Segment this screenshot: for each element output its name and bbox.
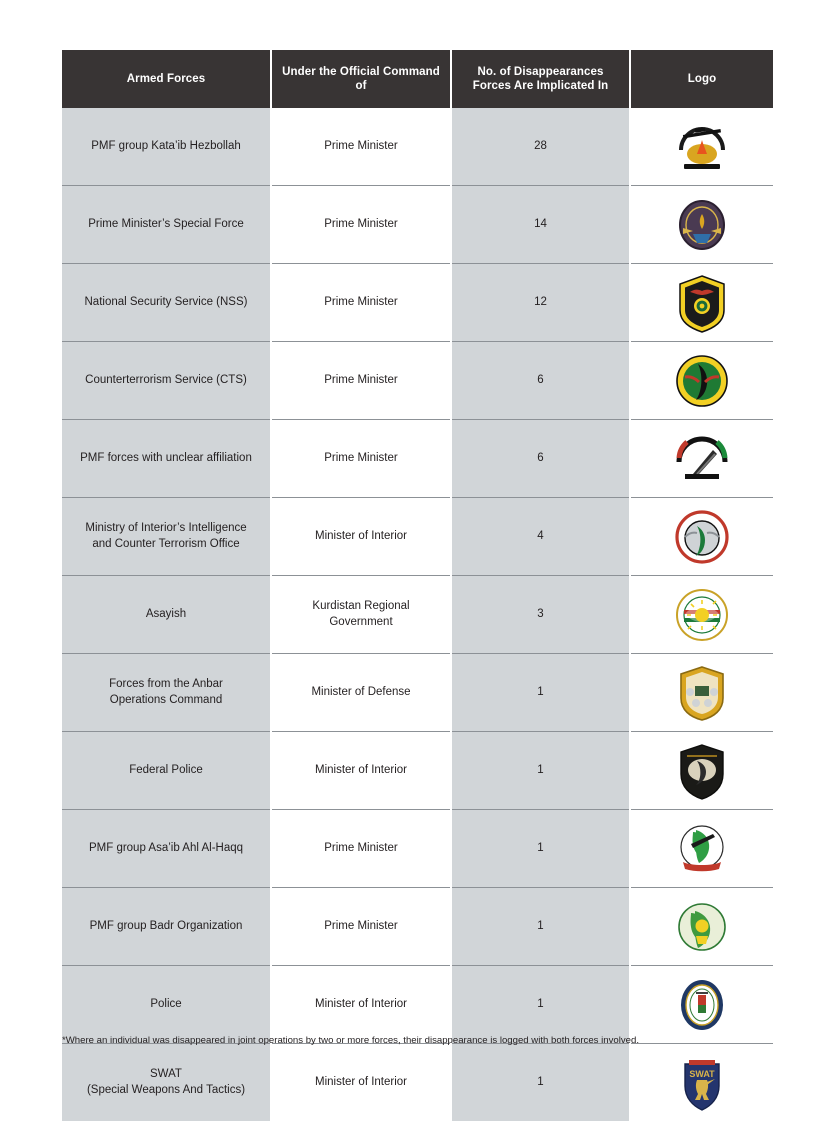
- cell-armed-force: [62, 810, 271, 888]
- cell-logo: [630, 810, 773, 888]
- armed-force-line2: (Special Weapons And Tactics): [69, 1083, 263, 1099]
- command-line1: Prime Minister: [279, 217, 443, 233]
- cell-armed-force: [62, 654, 271, 732]
- armed-force-line1: Ministry of Interior’s Intelligence: [69, 521, 263, 537]
- table-body: [62, 108, 773, 1121]
- cell-armed-force: [62, 420, 271, 498]
- command-line1: Prime Minister: [279, 139, 443, 155]
- cell-command: [271, 342, 451, 420]
- cell-disappearance-count: 1: [451, 810, 630, 888]
- cell-disappearance-count: 1: [451, 732, 630, 810]
- table-row: [62, 264, 773, 342]
- national-security-service-logo: [633, 270, 771, 336]
- command-line1: Minister of Interior: [279, 997, 443, 1013]
- cell-disappearance-count: 1: [451, 966, 630, 1044]
- cell-command: [271, 966, 451, 1044]
- table-row: [62, 498, 773, 576]
- header-row: [62, 50, 773, 108]
- armed-force-line1: PMF group Asa’ib Ahl Al-Haqq: [69, 841, 263, 857]
- cell-disappearance-count: 1: [451, 1044, 630, 1121]
- armed-forces-table-container: [62, 50, 773, 1121]
- table-row: [62, 186, 773, 264]
- armed-forces-table: [62, 50, 773, 1121]
- table-row: [62, 342, 773, 420]
- cell-command: [271, 654, 451, 732]
- counterterrorism-service-logo: [633, 348, 771, 414]
- anbar-operations-command-logo: [633, 660, 771, 726]
- command-line1: Prime Minister: [279, 841, 443, 857]
- cell-command: [271, 498, 451, 576]
- table-row: [62, 732, 773, 810]
- cell-armed-force: [62, 264, 271, 342]
- armed-force-line1: Asayish: [69, 607, 263, 623]
- cell-logo: [630, 342, 773, 420]
- column-header-command: Under the Official Command of: [271, 50, 451, 108]
- cell-disappearance-count: 4: [451, 498, 630, 576]
- cell-logo: [630, 264, 773, 342]
- armed-force-line1: Forces from the Anbar: [69, 677, 263, 693]
- prime-ministers-special-force-logo: [633, 192, 771, 258]
- table-row: [62, 1044, 773, 1121]
- armed-force-line1: Federal Police: [69, 763, 263, 779]
- command-line1: Prime Minister: [279, 919, 443, 935]
- table-row: [62, 576, 773, 654]
- command-line2: Government: [279, 615, 443, 631]
- cell-command: [271, 1044, 451, 1121]
- armed-force-line1: Police: [69, 997, 263, 1013]
- cell-armed-force: [62, 576, 271, 654]
- column-header-count-line2: Forces Are Implicated In: [460, 79, 621, 93]
- column-header-count: [451, 50, 630, 108]
- cell-disappearance-count: 3: [451, 576, 630, 654]
- iraqi-police-logo: [633, 972, 771, 1038]
- command-line1: Prime Minister: [279, 295, 443, 311]
- cell-command: [271, 888, 451, 966]
- column-header-armed-forces: Armed Forces: [62, 50, 271, 108]
- table-row: [62, 654, 773, 732]
- cell-disappearance-count: 1: [451, 888, 630, 966]
- badr-organization-logo: [633, 894, 771, 960]
- cell-command: [271, 264, 451, 342]
- cell-armed-force: [62, 108, 271, 186]
- table-row: [62, 420, 773, 498]
- cell-logo: [630, 498, 773, 576]
- popular-mobilization-forces-logo: [633, 426, 771, 492]
- cell-logo: [630, 576, 773, 654]
- armed-force-line1: Counterterrorism Service (CTS): [69, 373, 263, 389]
- swat-logo: [633, 1050, 771, 1116]
- cell-armed-force: [62, 732, 271, 810]
- cell-logo: [630, 888, 773, 966]
- federal-police-logo: [633, 738, 771, 804]
- cell-logo: [630, 966, 773, 1044]
- armed-force-line1: PMF group Kata’ib Hezbollah: [69, 139, 263, 155]
- cell-logo: [630, 108, 773, 186]
- cell-logo: [630, 1044, 773, 1121]
- armed-force-line1: PMF forces with unclear affiliation: [69, 451, 263, 467]
- cell-command: [271, 732, 451, 810]
- command-line1: Kurdistan Regional: [279, 599, 443, 615]
- command-line1: Minister of Interior: [279, 529, 443, 545]
- command-line1: Prime Minister: [279, 373, 443, 389]
- cell-disappearance-count: 12: [451, 264, 630, 342]
- cell-logo: [630, 654, 773, 732]
- cell-command: [271, 810, 451, 888]
- svg-text:SWAT: SWAT: [689, 1069, 715, 1079]
- armed-force-line1: Prime Minister’s Special Force: [69, 217, 263, 233]
- ministry-of-interior-intelligence-logo: [633, 504, 771, 570]
- cell-disappearance-count: 28: [451, 108, 630, 186]
- cell-command: [271, 576, 451, 654]
- cell-armed-force: [62, 888, 271, 966]
- asaib-ahl-al-haqq-logo: [633, 816, 771, 882]
- asayish-logo: [633, 582, 771, 648]
- cell-armed-force: [62, 1044, 271, 1121]
- cell-command: [271, 108, 451, 186]
- cell-armed-force: [62, 498, 271, 576]
- cell-disappearance-count: 6: [451, 420, 630, 498]
- kataib-hezbollah-logo: [633, 114, 771, 180]
- cell-disappearance-count: 6: [451, 342, 630, 420]
- column-header-count-line1: No. of Disappearances: [460, 65, 621, 79]
- cell-command: [271, 186, 451, 264]
- table-row: [62, 888, 773, 966]
- cell-logo: [630, 420, 773, 498]
- cell-armed-force: [62, 186, 271, 264]
- armed-force-line1: National Security Service (NSS): [69, 295, 263, 311]
- cell-command: [271, 420, 451, 498]
- armed-force-line1: PMF group Badr Organization: [69, 919, 263, 935]
- cell-logo: [630, 186, 773, 264]
- command-line1: Minister of Interior: [279, 763, 443, 779]
- command-line1: Prime Minister: [279, 451, 443, 467]
- cell-armed-force: [62, 966, 271, 1044]
- armed-force-line2: Operations Command: [69, 693, 263, 709]
- column-header-logo: Logo: [630, 50, 773, 108]
- command-line1: Minister of Defense: [279, 685, 443, 701]
- armed-force-line2: and Counter Terrorism Office: [69, 537, 263, 553]
- table-row: [62, 108, 773, 186]
- cell-disappearance-count: 1: [451, 654, 630, 732]
- cell-logo: [630, 732, 773, 810]
- table-header: [62, 50, 773, 108]
- command-line1: Minister of Interior: [279, 1075, 443, 1091]
- cell-disappearance-count: 14: [451, 186, 630, 264]
- table-row: [62, 966, 773, 1044]
- cell-armed-force: [62, 342, 271, 420]
- armed-force-line1: SWAT: [69, 1067, 263, 1083]
- table-row: [62, 810, 773, 888]
- footnote: *Where an individual was disappeared in joint operations by two or more forces, their disappearance is logged with both forces involved.: [62, 1035, 773, 1047]
